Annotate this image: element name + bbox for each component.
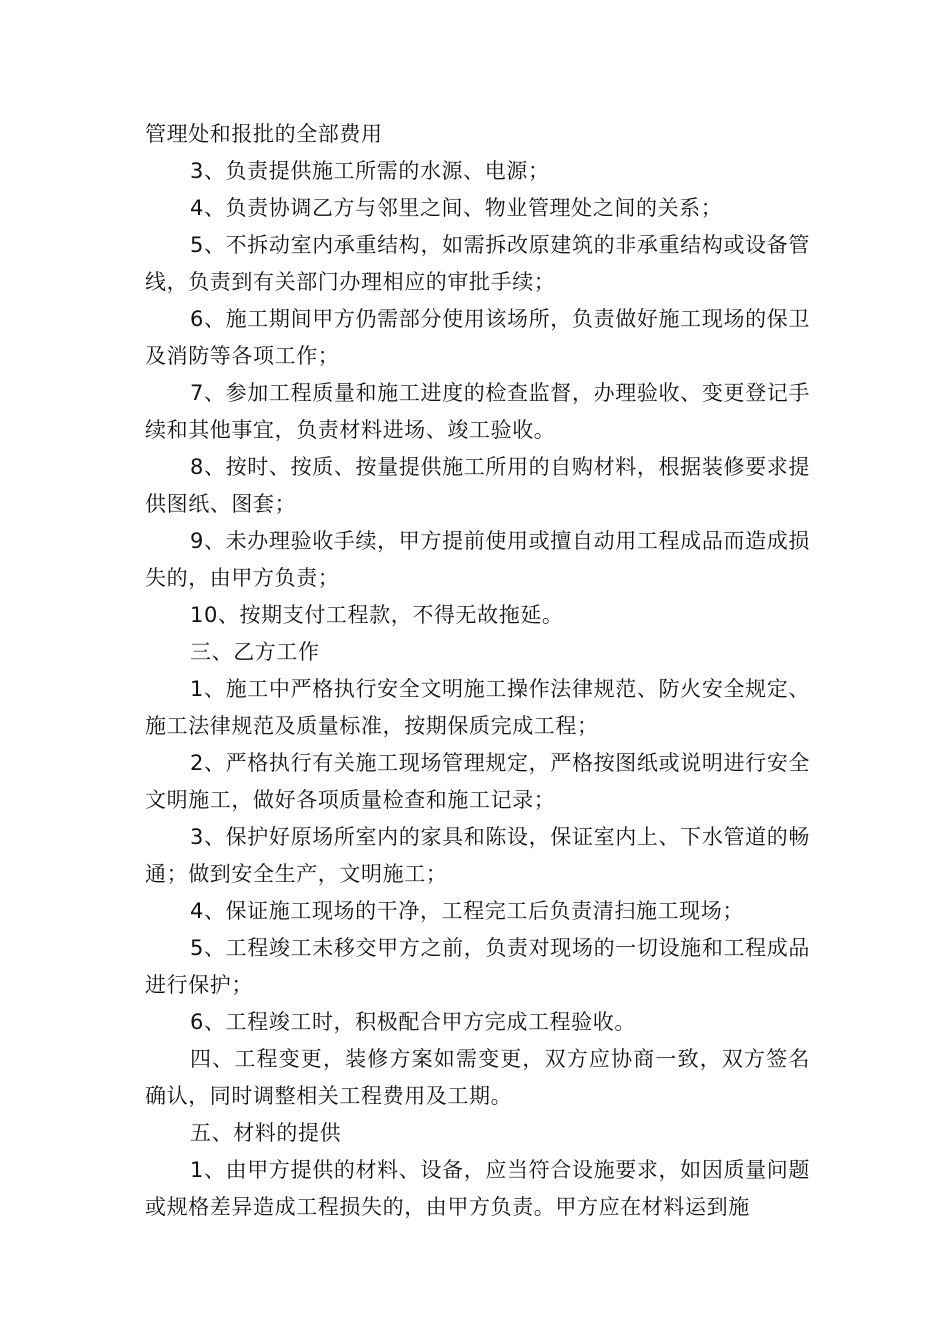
paragraph: 6、工程竣工时，积极配合甲方完成工程验收。 [190, 1010, 636, 1034]
paragraph: 3、保护好原场所室内的家具和陈设，保证室内上、下水管道的畅通；做到安全生产，文明施工； [145, 825, 810, 886]
paragraph: 9、未办理验收手续，甲方提前使用或擅自动用工程成品而造成损失的，由甲方负责； [145, 529, 810, 590]
paragraph: 4、负责协调乙方与邻里之间、物业管理处之间的关系； [190, 196, 723, 220]
paragraph: 3、负责提供施工所需的水源、电源； [190, 159, 550, 183]
paragraph: 管理处和报批的全部费用 [145, 122, 383, 146]
paragraph: 5、工程竣工未移交甲方之前，负责对现场的一切设施和工程成品进行保护； [145, 936, 810, 997]
paragraph: 8、按时、按质、按量提供施工所用的自购材料，根据装修要求提供图纸、图套； [145, 455, 810, 516]
paragraph: 6、施工期间甲方仍需部分使用该场所，负责做好施工现场的保卫及消防等各项工作； [145, 307, 810, 368]
paragraph: 10、按期支付工程款，不得无故拖延。 [190, 603, 564, 627]
paragraph: 7、参加工程质量和施工进度的检查监督，办理验收、变更登记手续和其他事宜，负责材料进场、竣工验收。 [145, 381, 810, 442]
section-heading: 五、材料的提供 [190, 1121, 342, 1145]
paragraph: 2、严格执行有关施工现场管理规定，严格按图纸或说明进行安全文明施工，做好各项质量检查和施工记录； [145, 751, 810, 812]
paragraph: 四、工程变更，装修方案如需变更，双方应协商一致，双方签名确认，同时调整相关工程费用及工期。 [145, 1047, 810, 1108]
document-body [145, 116, 810, 1226]
paragraph: 1、由甲方提供的材料、设备，应当符合设施要求，如因质量问题或规格差异造成工程损失的，由甲方负责。甲方应在材料运到施 [145, 1158, 810, 1219]
paragraph: 5、不拆动室内承重结构，如需拆改原建筑的非承重结构或设备管线，负责到有关部门办理相应的审批手续； [145, 233, 810, 294]
section-heading: 三、乙方工作 [190, 640, 320, 664]
paragraph: 1、施工中严格执行安全文明施工操作法律规范、防火安全规定、施工法律规范及质量标准，按期保质完成工程； [145, 677, 810, 738]
paragraph: 4、保证施工现场的干净，工程完工后负责清扫施工现场； [190, 899, 744, 923]
